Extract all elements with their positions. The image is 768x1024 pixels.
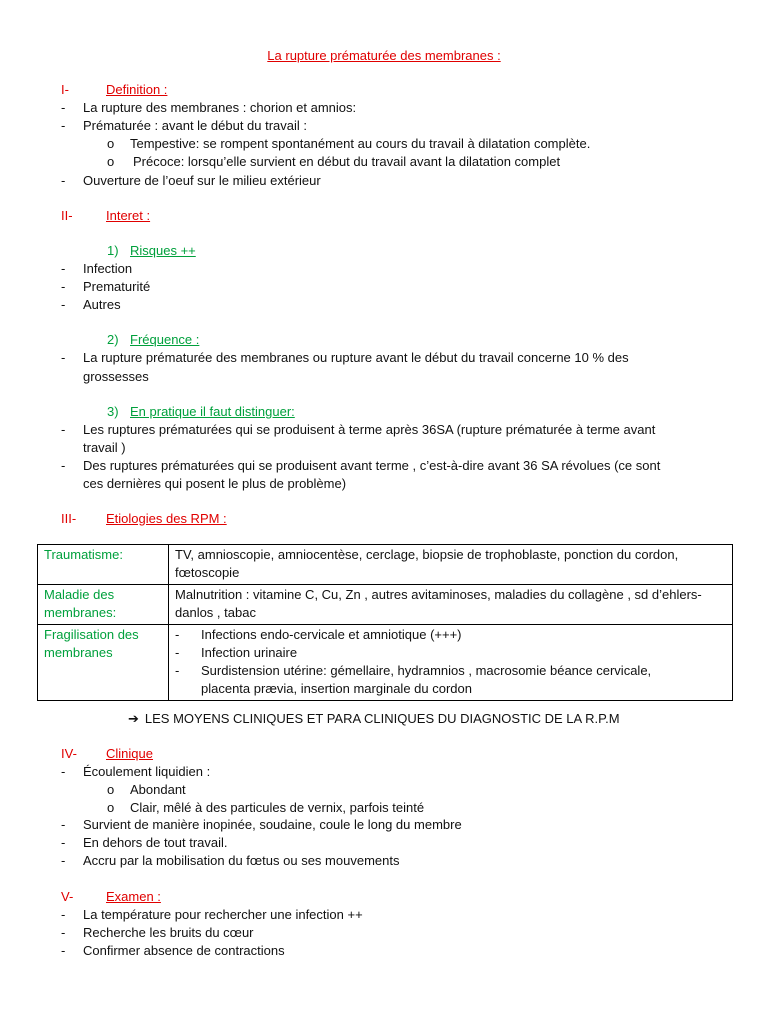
cell-list-item-continuation: placenta prævia, insertion marginale du cordon bbox=[201, 681, 472, 696]
list-item-text: Autres bbox=[83, 297, 121, 312]
list-item-text: La rupture des membranes : chorion et amnios: bbox=[83, 100, 357, 115]
table-row bbox=[38, 625, 733, 701]
dash-bullet: - bbox=[61, 422, 66, 437]
section-5-heading: Examen : bbox=[106, 889, 161, 904]
table-cell-label: Traumatisme: bbox=[38, 545, 169, 585]
cell-list-item-text: Surdistension utérine: gémellaire, hydramnios , macrosomie béance cervicale, bbox=[201, 663, 652, 678]
dash-bullet: - bbox=[61, 100, 66, 115]
dash-bullet: - bbox=[175, 645, 180, 660]
circle-bullet: o bbox=[107, 800, 115, 815]
list-item-text: Ouverture de l’oeuf sur le milieu extérieur bbox=[83, 173, 321, 188]
list-item-text: Écoulement liquidien : bbox=[83, 764, 211, 779]
circle-bullet: o bbox=[107, 136, 115, 151]
diagnostic-banner bbox=[128, 711, 620, 727]
subsection-1-number: 1) bbox=[107, 243, 119, 258]
sub-list-item-text: Clair, mêlé à des particules de vernix, parfois teinté bbox=[130, 800, 425, 815]
section-5-number: V- bbox=[61, 889, 74, 904]
subsection-3-heading: En pratique il faut distinguer: bbox=[130, 404, 295, 419]
dash-bullet: - bbox=[61, 261, 66, 276]
cell-list-item-text: Infections endo-cervicale et amniotique (+++) bbox=[201, 627, 462, 642]
list-item-text: Infection bbox=[83, 261, 133, 276]
etiologies-table bbox=[37, 544, 733, 701]
dash-bullet: - bbox=[61, 943, 66, 958]
list-item-continuation: ces dernières qui posent le plus de problème) bbox=[83, 476, 347, 491]
list-item-continuation: grossesses bbox=[83, 369, 149, 384]
section-2-heading: Interet : bbox=[106, 208, 151, 223]
section-3-heading: Etiologies des RPM : bbox=[106, 511, 227, 526]
document-title: La rupture prématurée des membranes : bbox=[267, 48, 501, 63]
circle-bullet: o bbox=[107, 154, 115, 169]
subsection-2-number: 2) bbox=[107, 332, 119, 347]
table-cell-list bbox=[169, 625, 733, 701]
section-3-number: III- bbox=[61, 511, 77, 526]
cell-list-item bbox=[175, 662, 726, 680]
sub-list-item-text: Tempestive: se rompent spontanément au cours du travail à dilatation complète. bbox=[130, 136, 591, 151]
list-item-text: La rupture prématurée des membranes ou rupture avant le début du travail concerne 10 % des bbox=[83, 350, 629, 365]
subsection-2-heading: Fréquence : bbox=[130, 332, 200, 347]
list-item-text: La température pour rechercher une infection ++ bbox=[83, 907, 363, 922]
section-4-number: IV- bbox=[61, 746, 77, 761]
table-cell-value: TV, amnioscopie, amniocentèse, cerclage, biopsie de trophoblaste, ponction du cordon, fœtoscopie bbox=[169, 545, 733, 585]
section-1-number: I- bbox=[61, 82, 69, 97]
diagnostic-banner-text: LES MOYENS CLINIQUES ET PARA CLINIQUES DU DIAGNOSTIC DE LA R.P.M bbox=[144, 711, 620, 726]
dash-bullet: - bbox=[61, 350, 66, 365]
table-row bbox=[38, 585, 733, 625]
list-item-text: Survient de manière inopinée, soudaine, coule le long du membre bbox=[83, 817, 462, 832]
dash-bullet: - bbox=[61, 835, 66, 850]
dash-bullet: - bbox=[61, 297, 66, 312]
list-item-text: Prématurée : avant le début du travail : bbox=[83, 118, 308, 133]
list-item-text: Recherche les bruits du cœur bbox=[83, 925, 254, 940]
list-item-text: Prematurité bbox=[83, 279, 151, 294]
list-item-text: Accru par la mobilisation du fœtus ou ses mouvements bbox=[83, 853, 400, 868]
dash-bullet: - bbox=[175, 663, 180, 678]
list-item-continuation: travail ) bbox=[83, 440, 126, 455]
dash-bullet: - bbox=[61, 764, 66, 779]
subsection-3-number: 3) bbox=[107, 404, 119, 419]
sub-list-item-text: Précoce: lorsqu’elle survient en début du travail avant la dilatation complet bbox=[133, 154, 561, 169]
section-4-heading: Clinique bbox=[106, 746, 153, 761]
table-cell-value: Malnutrition : vitamine C, Cu, Zn , autres avitaminoses, maladies du collagène , sd d’ehlers-danlos , tabac bbox=[169, 585, 733, 625]
section-2-number: II- bbox=[61, 208, 73, 223]
cell-list-item-text: Infection urinaire bbox=[201, 645, 298, 660]
section-1-heading: Definition : bbox=[106, 82, 168, 97]
subsection-1-heading: Risques ++ bbox=[130, 243, 196, 258]
table-cell-label: Maladie des membranes: bbox=[38, 585, 169, 625]
cell-list-item bbox=[175, 626, 726, 644]
dash-bullet: - bbox=[175, 627, 180, 642]
sub-list-item-text: Abondant bbox=[130, 782, 186, 797]
list-item-text: Les ruptures prématurées qui se produisent à terme après 36SA (rupture prématurée à terme avant bbox=[83, 422, 656, 437]
dash-bullet: - bbox=[61, 853, 66, 868]
dash-bullet: - bbox=[61, 925, 66, 940]
dash-bullet: - bbox=[61, 458, 66, 473]
list-item-text: Des ruptures prématurées qui se produisent avant terme , c’est-à-dire avant 36 SA révolues (ce sont bbox=[83, 458, 661, 473]
arrow-right-icon: ➔ bbox=[128, 711, 139, 726]
circle-bullet: o bbox=[107, 782, 115, 797]
table-row bbox=[38, 545, 733, 585]
dash-bullet: - bbox=[61, 907, 66, 922]
dash-bullet: - bbox=[61, 118, 66, 133]
list-item-text: Confirmer absence de contractions bbox=[83, 943, 285, 958]
dash-bullet: - bbox=[61, 817, 66, 832]
dash-bullet: - bbox=[61, 279, 66, 294]
dash-bullet: - bbox=[61, 173, 66, 188]
table-cell-label: Fragilisation des membranes bbox=[38, 625, 169, 701]
cell-list-item bbox=[175, 644, 726, 662]
list-item-text: En dehors de tout travail. bbox=[83, 835, 228, 850]
